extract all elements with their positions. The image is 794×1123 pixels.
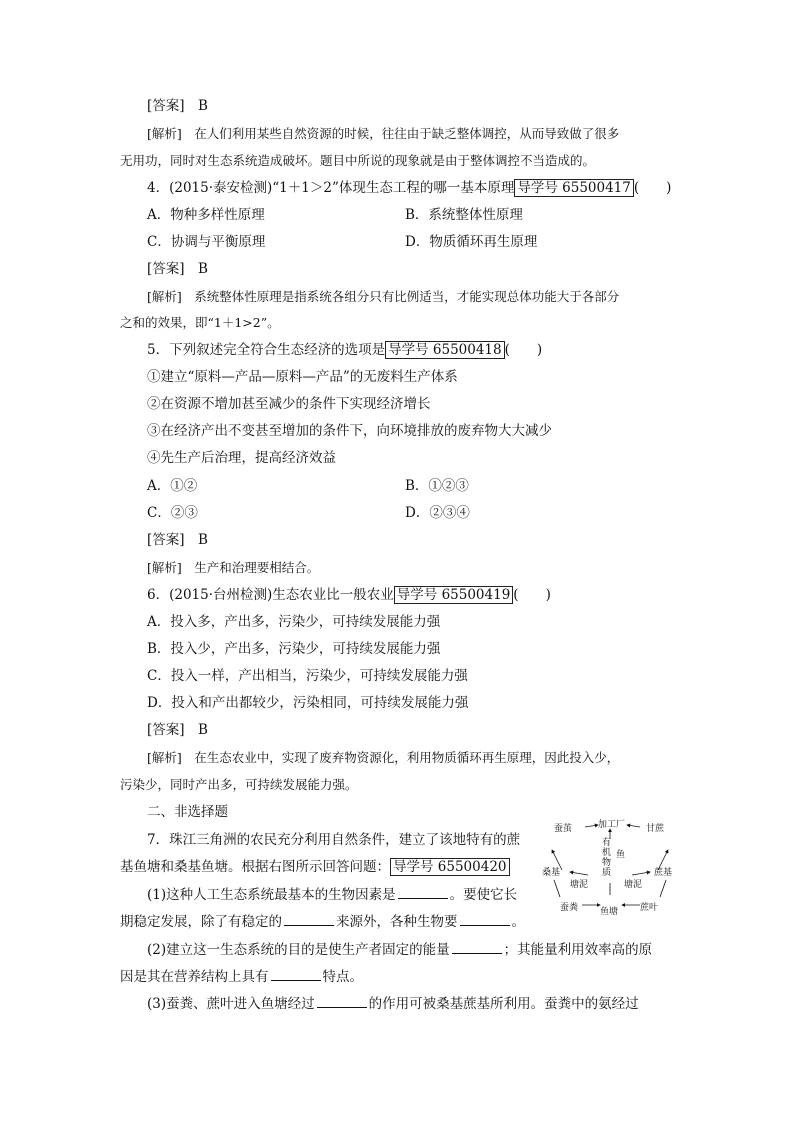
explanation-3-line1: [解析] 在人们利用某些自然资源的时候，往往由于缺乏整体调控，从而导致做了很多 [147, 126, 620, 141]
q4-option-b: B．系统整体性原理 [405, 207, 523, 223]
guide-code: 导学号 65500420 [390, 858, 510, 876]
label-fish: 鱼 [616, 850, 626, 860]
q5-option-b: B．①②③ [405, 478, 469, 494]
label-organic-3: 物 [602, 858, 612, 868]
answer-5: [答案] B [147, 532, 208, 548]
blank[interactable] [452, 939, 502, 954]
q4-option-c: C．协调与平衡原理 [147, 234, 266, 250]
label-cocoon: 蚕茧 [554, 824, 573, 834]
guide-code: 导学号 65500419 [394, 586, 514, 604]
explanation-6-line1: [解析] 在生态农业中，实现了废弃物资源化，利用物质循环再生原理，因此投入少， [147, 750, 620, 765]
section-title: 二、非选择题 [147, 804, 228, 820]
blank[interactable] [317, 993, 367, 1008]
label-silkworm-dung: 蚕粪 [560, 903, 579, 913]
question-7-line1: 7．珠江三角洲的农民充分利用自然条件，建立了该地特有的蔗 [147, 832, 521, 848]
explanation-6-line2: 污染少，同时产出多，可持续发展能力强。 [120, 777, 358, 792]
q6-option-d: D．投入和产出都较少，污染相同，可持续发展能力强 [147, 695, 469, 711]
q6-option-b: B．投入少，产出多，污染少，可持续发展能力强 [147, 641, 441, 657]
label-cane-leaf: 蔗叶 [640, 903, 659, 913]
label-mulberry-base: 桑基 [542, 868, 561, 878]
ecosystem-diagram [540, 815, 680, 915]
question-6: 6．(2015·台州检测)生态农业比一般农业 导学号 65500419 ( ) [147, 587, 551, 603]
q7-part1-line2: 期稳定发展，除了有稳定的 来源外，各种生物要 。 [120, 911, 525, 932]
explanation-4-line1: [解析] 系统整体性原理是指系统各组分只有比例适当，才能实现总体功能大于各部分 [147, 289, 620, 304]
label-organic-4: 质 [602, 868, 612, 878]
label-factory: 加工厂 [598, 820, 626, 830]
question-4: 4．(2015·泰安检测)“1＋1＞2”体现生态工程的哪一基本原理 导学号 65500417 ( ) [147, 180, 672, 196]
label-cane-base: 蔗基 [654, 868, 673, 878]
q5-statement-1: ①建立“原料—产品—原料—产品”的无废料生产体系 [147, 369, 458, 385]
q5-statement-2: ②在资源不增加甚至减少的条件下实现经济增长 [147, 396, 431, 412]
q5-statement-3: ③在经济产出不变甚至增加的条件下，向环境排放的废弃物大大减少 [147, 423, 552, 439]
guide-code: 导学号 65500418 [385, 341, 505, 359]
q5-option-a: A．①② [147, 478, 198, 494]
blank[interactable] [398, 884, 448, 899]
label-pond-mud-right: 塘泥 [624, 880, 643, 890]
explanation-5: [解析] 生产和治理要相结合。 [147, 560, 320, 575]
q7-part1-line1: (1)这种人工生态系统最基本的生物因素是 。要使它长 [147, 884, 517, 905]
explanation-3-line2: 无用功，同时对生态系统造成破坏。题目中所说的现象就是由于整体调控不当造成的。 [120, 153, 596, 168]
blank[interactable] [271, 966, 321, 981]
label-organic-1: 有 [602, 838, 612, 848]
answer-4: [答案] B [147, 261, 208, 277]
label-pond-mud-left: 塘泥 [570, 880, 589, 890]
q4-option-d: D．物质循环再生原理 [405, 234, 538, 250]
answer-3: [答案] B [147, 98, 208, 114]
explanation-4-line2: 之和的效果，即“1＋1>2”。 [120, 315, 280, 330]
q6-option-a: A．投入多，产出多，污染少，可持续发展能力强 [147, 614, 441, 630]
q4-options-row1: A．物种多样性原理 [147, 207, 265, 223]
q5-statement-4: ④先生产后治理，提高经济效益 [147, 450, 336, 466]
answer-6: [答案] B [147, 722, 208, 738]
q5-option-d: D．②③④ [405, 505, 470, 521]
label-sugarcane: 甘蔗 [646, 824, 665, 834]
label-organic-2: 机 [602, 848, 612, 858]
blank[interactable] [284, 911, 334, 926]
label-fishpond: 鱼塘 [600, 907, 619, 915]
guide-code: 导学号 65500417 [514, 179, 634, 197]
question-5: 5．下列叙述完全符合生态经济的选项是 导学号 65500418 ( ) [147, 342, 543, 358]
q7-part2-line2: 因是其在营养结构上具有 特点。 [120, 966, 363, 987]
q7-part3-line1: (3)蚕粪、蔗叶进入鱼塘经过 的作用可被桑基蔗基所利用。蚕粪中的氨经过 [147, 993, 639, 1014]
blank[interactable] [460, 911, 510, 926]
q5-option-c: C．②③ [147, 505, 198, 521]
question-7-line2: 基鱼塘和桑基鱼塘。根据右图所示回答问题： 导学号 65500420 [120, 857, 510, 877]
q6-option-c: C．投入一样，产出相当，污染少，可持续发展能力强 [147, 668, 468, 684]
q7-part2-line1: (2)建立这一生态系统的目的是使生产者固定的能量 ；其能量利用效率高的原 [147, 939, 652, 960]
